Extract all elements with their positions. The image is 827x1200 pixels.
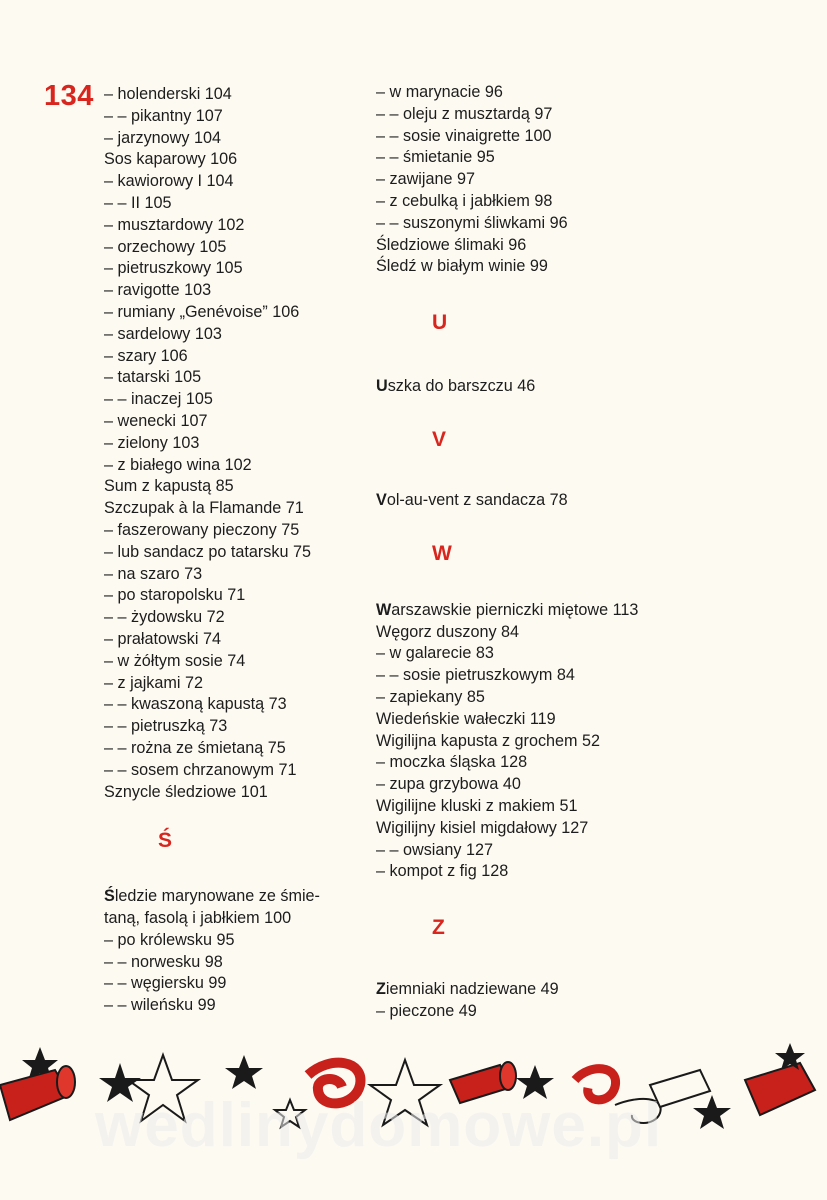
entry-text: – – żydowsku 72 [104,608,225,627]
entry-text: Śledź w białym winie 99 [376,257,548,276]
entry-text: – – inaczej 105 [104,390,213,409]
index-entry [104,585,364,607]
entry-text: – jarzynowy 104 [104,128,221,147]
entry-text: – – węgiersku 99 [104,974,227,993]
index-entry [104,476,364,498]
index-entry [376,840,776,862]
index-entry [104,782,364,804]
index-entry [104,367,364,389]
entry-text: – ravigotte 103 [104,281,212,300]
index-entry [104,716,364,738]
entry-text: – – pikantny 107 [104,106,223,125]
index-entry [376,752,776,774]
entry-text: – – owsiany 127 [376,840,493,859]
index-entry [376,147,776,169]
index-entry [376,169,776,191]
entry-text: – – sosem chrzanowym 71 [104,760,297,779]
entry-initial: Ś [104,887,115,906]
section-letter-w: W [432,541,452,565]
entry-text: Wiedeńskie wałeczki 119 [376,709,556,728]
entry-text: – po staropolsku 71 [104,586,246,605]
entry-text: – tatarski 105 [104,368,202,387]
entry-text: ledzie marynowane ze śmie- [114,887,320,906]
entry-text: Węgorz duszony 84 [376,622,520,641]
index-entry [104,411,364,433]
star-icon [225,1055,263,1089]
index-entry [104,455,364,477]
entry-initial: W [376,600,392,619]
entry-text: – po królewsku 95 [104,930,235,949]
index-entry [104,149,364,171]
index-entry [376,687,776,709]
entry-text: Wigilijna kapusta z grochem 52 [376,731,601,750]
index-entry [104,973,364,995]
index-entry [104,673,364,695]
index-entry [104,886,364,908]
index-entry [104,738,364,760]
index-list-z [376,979,776,1023]
index-entry [376,731,776,753]
index-entry [104,128,364,150]
index-list-w [376,600,776,883]
entry-text: – zawijane 97 [376,170,475,189]
index-entry [104,930,364,952]
index-entry [104,760,364,782]
entry-text: – – norwesku 98 [104,952,223,971]
entry-text: – – wileńsku 99 [104,996,216,1015]
entry-text: – w galarecie 83 [376,644,494,663]
section-letter-z: Z [432,916,445,940]
index-entry [376,376,776,398]
index-entry [104,171,364,193]
index-entry [104,193,364,215]
index-entry [104,106,364,128]
entry-text: – faszerowany pieczony 75 [104,520,300,539]
entry-text: Szczupak à la Flamande 71 [104,499,304,518]
entry-initial: V [376,490,387,509]
index-entry [104,995,364,1017]
index-entry [104,651,364,673]
section-letter-u: U [432,311,448,335]
entry-initial: U [376,377,388,396]
entry-text: szka do barszczu 46 [387,377,536,396]
entry-text: – z cebulką i jabłkiem 98 [376,191,553,210]
entry-text: Sum z kapustą 85 [104,477,234,496]
entry-text: – – II 105 [104,193,172,212]
watermark: wedlinydomowe.pl [95,1091,663,1160]
index-entry [104,258,364,280]
index-entry [104,607,364,629]
index-entry [376,622,776,644]
section-header-s-acute [104,803,364,886]
entry-text: – moczka śląska 128 [376,753,528,772]
entry-text: – – pietruszką 73 [104,717,228,736]
entry-text: – holenderski 104 [104,85,232,103]
index-entry [104,215,364,237]
party-horn-icon [745,1063,815,1115]
index-entry [376,104,776,126]
index-entry [104,694,364,716]
index-entry [104,346,364,368]
entry-text: – musztardowy 102 [104,215,245,234]
index-entry [104,952,364,974]
section-header-v [376,398,776,490]
index-entry [376,1001,776,1023]
page-number: 134 [44,80,94,112]
entry-text: – pietruszkowy 105 [104,259,243,278]
index-entry [104,498,364,520]
entry-text: Śledziowe ślimaki 96 [376,235,527,254]
entry-text: – rumiany „Genévoise” 106 [104,302,300,321]
party-horn-icon [0,1066,75,1120]
entry-text: – – rożna ze śmietaną 75 [104,738,286,757]
entry-text: – – oleju z musztardą 97 [376,104,553,123]
entry-text: – zapiekany 85 [376,687,485,706]
entry-text: – kompot z fig 128 [376,862,509,881]
index-entry [104,389,364,411]
index-entry [104,520,364,542]
index-entry [376,818,776,840]
entry-text: – na szaro 73 [104,564,203,583]
index-entry [376,774,776,796]
index-entry [376,191,776,213]
index-entry [104,564,364,586]
entry-text: – zupa grzybowa 40 [376,775,521,794]
entry-text: – kawiorowy I 104 [104,172,234,191]
index-entry [376,665,776,687]
index-column-right [376,82,776,1023]
entry-text: – – sosie pietruszkowym 84 [376,666,575,685]
index-entry [376,126,776,148]
index-entry [376,979,776,1001]
section-header-u [376,278,776,376]
entry-text: – – sosie vinaigrette 100 [376,126,552,145]
entry-text: iemniaki nadziewane 49 [385,980,559,999]
section-letter-s-acute: Ś [158,829,173,853]
index-entry [104,908,364,930]
entry-text: Sos kaparowy 106 [104,150,238,169]
entry-text: – – suszonymi śliwkami 96 [376,213,568,232]
index-entry [376,643,776,665]
entry-text: – w żółtym sosie 74 [104,651,246,670]
entry-initial: Z [376,980,386,999]
section-header-w [376,512,776,600]
entry-text: – z jajkami 72 [104,673,203,692]
entry-text: – sardelowy 103 [104,324,222,343]
entry-text: – orzechowy 105 [104,237,227,256]
index-entry [104,433,364,455]
entry-text: Wigilijne kluski z makiem 51 [376,796,578,815]
index-list-s-acute-cont [376,82,776,278]
entry-text: – zielony 103 [104,433,200,452]
index-entry [376,82,776,104]
entry-text: – z białego wina 102 [104,455,252,474]
entry-text: Wigilijny kisiel migdałowy 127 [376,818,589,837]
entry-text: – prałatowski 74 [104,629,221,648]
index-entry [104,237,364,259]
index-entry [376,256,776,278]
section-header-z [376,883,776,979]
index-entry [104,324,364,346]
entry-text: – wenecki 107 [104,411,208,430]
entry-text: taną, fasolą i jabłkiem 100 [104,909,292,928]
index-list-s-acute [104,886,364,1017]
index-list-u [376,376,776,398]
entry-text: – pieczone 49 [376,1001,477,1020]
index-entry [376,796,776,818]
index-entry [104,542,364,564]
entry-text: – szary 106 [104,346,188,365]
index-entry [104,84,364,106]
entry-text: – – kwaszoną kapustą 73 [104,695,287,714]
index-entry [104,302,364,324]
index-entry [104,280,364,302]
index-entry [376,490,776,512]
entry-text: arszawskie pierniczki miętowe 113 [391,600,639,619]
index-entry [376,861,776,883]
index-entry [376,600,776,622]
index-column-left [104,84,364,1017]
entry-text: – w marynacie 96 [376,83,503,101]
index-entry [104,629,364,651]
index-entry [376,709,776,731]
index-entry [376,213,776,235]
entry-text: ol-au-vent z sandacza 78 [386,490,568,509]
index-list-s [104,84,364,803]
entry-text: Sznycle śledziowe 101 [104,782,268,801]
entry-text: – – śmietanie 95 [376,148,495,167]
entry-text: – lub sandacz po tatarsku 75 [104,542,311,561]
section-letter-v: V [432,427,447,451]
index-entry [376,235,776,257]
index-list-v [376,490,776,512]
